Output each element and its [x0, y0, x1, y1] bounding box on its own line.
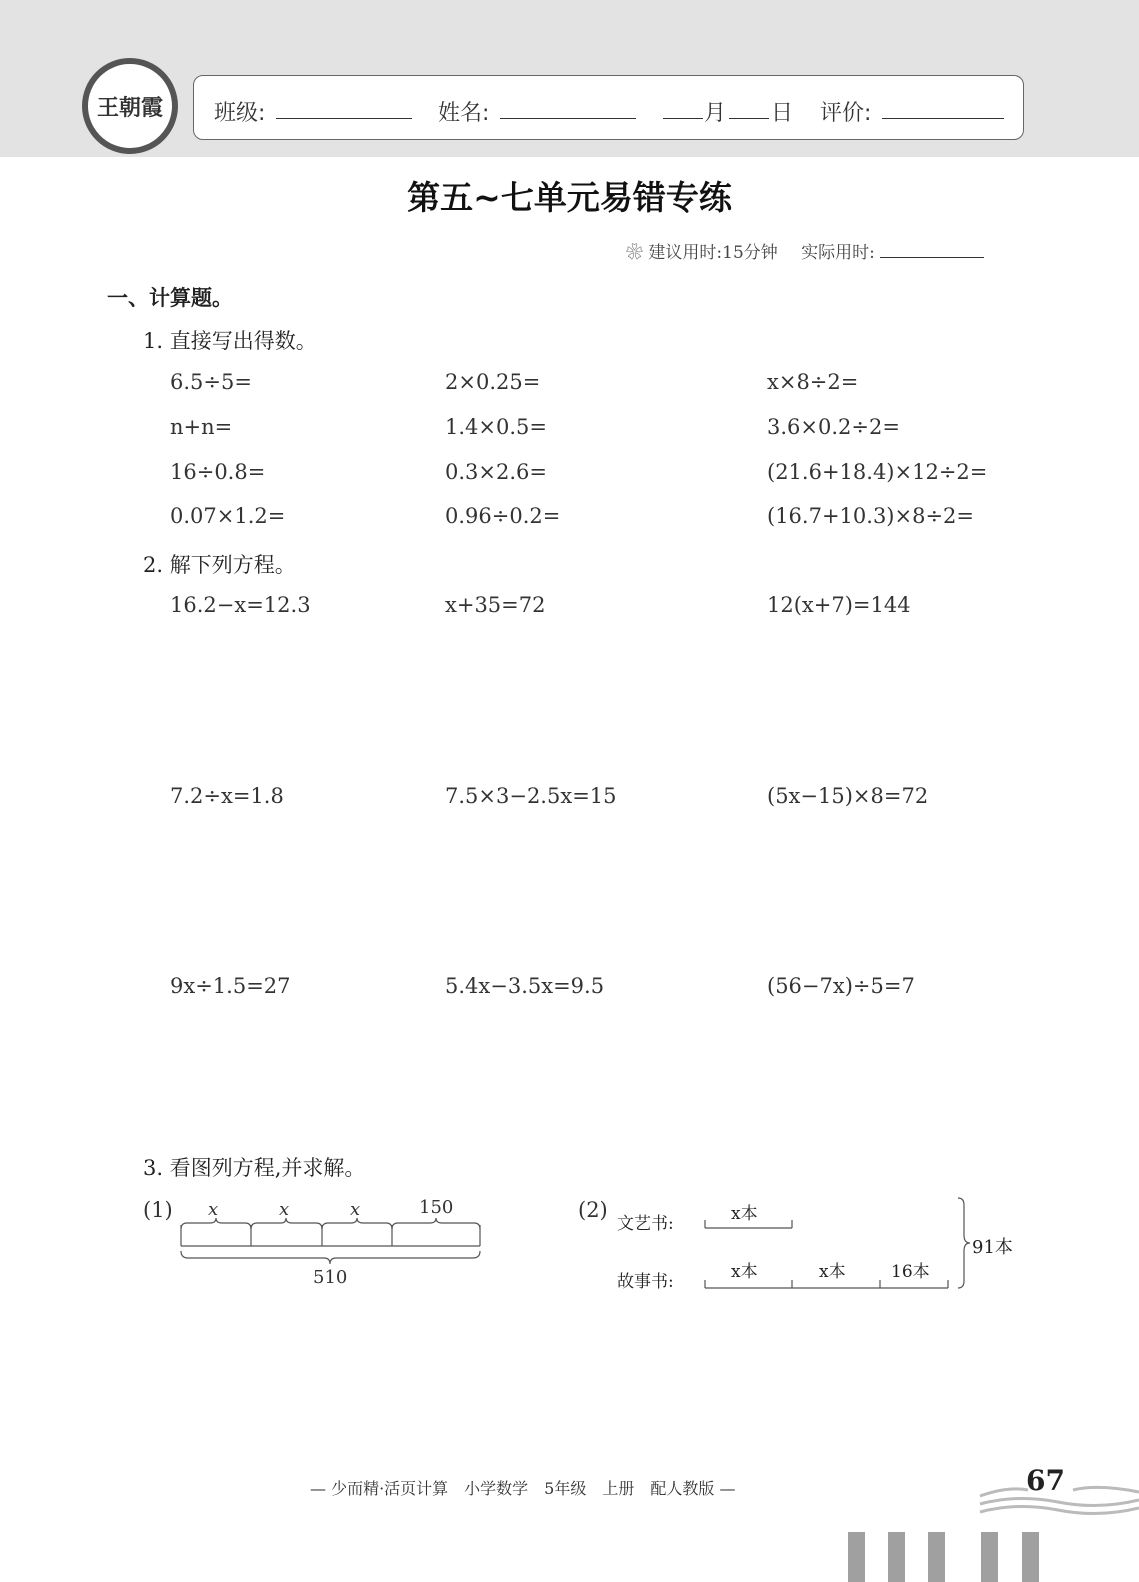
mental-math-item: 3.6×0.2÷2=	[767, 415, 900, 439]
equation-item: 16.2−x=12.3	[170, 593, 311, 617]
eval-label: 评价:	[820, 101, 872, 126]
equation-item: (5x−15)×8=72	[767, 784, 929, 808]
month-field[interactable]	[663, 98, 703, 119]
mental-math-item: x×8÷2=	[767, 370, 859, 394]
page-title: 第五~七单元易错专练	[407, 178, 732, 217]
question-1-label: 1. 直接写出得数。	[143, 329, 317, 353]
suggested-time: 建议用时:15分钟	[648, 243, 778, 263]
mental-math-item: 6.5÷5=	[170, 370, 252, 394]
question-2-label: 2. 解下列方程。	[143, 553, 296, 577]
mental-math-item: 0.3×2.6=	[445, 460, 547, 484]
edge-bar	[981, 1532, 998, 1582]
diagram-1-segment-label: x	[279, 1199, 290, 1220]
mental-math-item: (21.6+18.4)×12÷2=	[767, 460, 988, 484]
actual-time-label: 实际用时:	[801, 243, 875, 263]
equation-item: 9x÷1.5=27	[170, 974, 291, 998]
diagram-1-segment-label: 150	[419, 1197, 454, 1218]
diagram-2-row1-label: 文艺书:	[617, 1214, 674, 1234]
diagram-2-row2-segment: x本	[819, 1262, 846, 1282]
name-label: 姓名:	[438, 101, 490, 126]
mental-math-item: 2×0.25=	[445, 370, 541, 394]
equation-item: 7.2÷x=1.8	[170, 784, 284, 808]
edge-bar	[848, 1532, 865, 1582]
equation-item: 12(x+7)=144	[767, 593, 911, 617]
mental-math-item: n+n=	[170, 415, 233, 439]
edge-bar	[1022, 1532, 1039, 1582]
logo-text: 王朝霞	[96, 94, 163, 121]
mental-math-item: (16.7+10.3)×8÷2=	[767, 504, 975, 528]
logo	[82, 58, 178, 154]
class-field[interactable]	[276, 98, 412, 119]
diagram-1-number: (1)	[143, 1198, 173, 1222]
student-info-box	[193, 75, 1024, 140]
equation-item: 7.5×3−2.5x=15	[445, 784, 617, 808]
section-heading: 一、计算题。	[107, 286, 233, 310]
equation-item: (56−7x)÷5=7	[767, 974, 915, 998]
diagram-1-total: 510	[313, 1267, 348, 1288]
edge-bar	[888, 1532, 905, 1582]
diagram-2-row2-segment: 16本	[891, 1262, 930, 1282]
actual-time-field[interactable]	[880, 243, 984, 258]
mental-math-item: 0.07×1.2=	[170, 504, 286, 528]
diagram-1-segment-label: x	[350, 1199, 361, 1220]
equation-item: x+35=72	[445, 593, 546, 617]
equation-item: 5.4x−3.5x=9.5	[445, 974, 605, 998]
question-3-label: 3. 看图列方程,并求解。	[143, 1156, 366, 1180]
diagram-2-number: (2)	[578, 1198, 608, 1222]
class-label: 班级:	[214, 101, 266, 126]
page-number: 67	[1026, 1464, 1065, 1497]
diagram-2-row2-label: 故事书:	[617, 1272, 674, 1292]
footer-text: — 少而精·活页计算 小学数学 5年级 上册 配人教版 —	[310, 1479, 736, 1498]
month-label: 月	[704, 101, 727, 126]
diagram-2-row1-segment: x本	[731, 1204, 758, 1224]
day-field[interactable]	[729, 98, 769, 119]
mental-math-item: 0.96÷0.2=	[445, 504, 561, 528]
edge-bar	[928, 1532, 945, 1582]
diagram-2-row2-segment: x本	[731, 1262, 758, 1282]
time-info	[626, 238, 984, 263]
day-label: 日	[771, 101, 794, 126]
diagram-1-bar	[170, 1215, 490, 1265]
diagram-2-total: 91本	[972, 1237, 1013, 1258]
name-field[interactable]	[500, 98, 636, 119]
mental-math-item: 1.4×0.5=	[445, 415, 547, 439]
clock-icon: ❀	[626, 243, 643, 263]
eval-field[interactable]	[882, 98, 1004, 119]
mental-math-item: 16÷0.8=	[170, 460, 266, 484]
diagram-1-segment-label: x	[208, 1199, 219, 1220]
